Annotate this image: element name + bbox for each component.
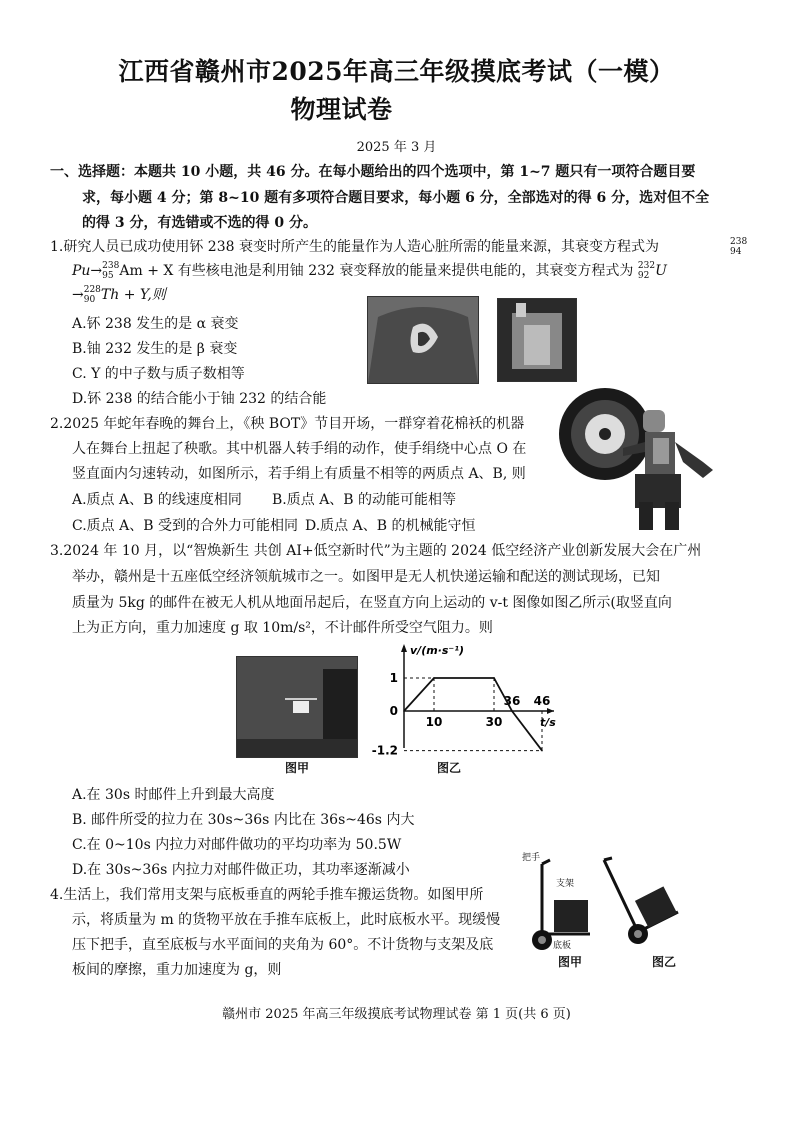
exam-title: 江西省赣州市2025年高三年级摸底考试（一模） bbox=[118, 57, 675, 86]
q2-stem-line2: 人在舞台上扭起了秧歌。其中机器人转手绢的动作，使手绢绕中心点 O 在 bbox=[72, 441, 527, 457]
q3-fig-b-caption: 图乙 bbox=[437, 761, 462, 775]
x-axis-arrow bbox=[547, 708, 554, 714]
vt-data-point bbox=[511, 710, 513, 712]
q4-stem-line3: 压下把手，直至底板与水平面间的夹角为 60°。不计货物与支架及底 bbox=[72, 937, 494, 953]
exam-subject: 物理试卷 bbox=[290, 95, 393, 124]
q4-stem-line1: 4.生活上，我们常用支架与底板垂直的两轮手推车搬运货物。如图甲所 bbox=[50, 887, 484, 903]
vt-data-point bbox=[403, 710, 405, 712]
section-instructions-line2: 求，每小题 4 分；第 8~10 题有多项符合题目要求，每小题 6 分，全部选对的得 6 分，选对但不全 bbox=[82, 190, 710, 206]
q2-robot-figure bbox=[553, 382, 718, 530]
q1-option-c: C. Y 的中子数与质子数相等 bbox=[72, 366, 245, 382]
q3-option-c: C.在 0~10s 内拉力对邮件做功的平均功率为 50.5W bbox=[72, 837, 402, 853]
q2-stem-line1: 2.2025 年蛇年春晚的舞台上，《秧 BOT》节目开场，一群穿着花棉袄的机器 bbox=[50, 416, 525, 432]
q3-option-a: A.在 30s 时邮件上升到最大高度 bbox=[72, 787, 275, 803]
q3-fig-a-caption: 图甲 bbox=[285, 761, 310, 775]
q2-option-c: C.质点 A、B 受到的合外力可能相同 bbox=[72, 518, 298, 534]
vt-data-point bbox=[541, 750, 543, 752]
q1-stem-line1: 1.研究人员已成功使用钚 238 衰变时所产生的能量作为人造心脏所需的能量来源，其衰变方程式为 bbox=[50, 239, 659, 255]
q1-pu-mass: 238 bbox=[730, 237, 748, 247]
page-footer: 赣州市 2025 年高三年级摸底考试物理试卷 第 1 页(共 6 页) bbox=[222, 1007, 571, 1022]
section-instructions-line3: 的得 3 分，有选错或不选的得 0 分。 bbox=[82, 215, 317, 231]
q1-u-symbol: U bbox=[655, 263, 667, 279]
q4-cart-figure-b bbox=[598, 852, 708, 952]
q3-vt-chart bbox=[368, 640, 568, 756]
q1-stem-line2-text: Am + X 有些核电池是利用铀 232 衰变释放的能量来提供电能的，其衰变方程式为 bbox=[119, 263, 634, 279]
q3-stem-line3: 质量为 5kg 的邮件在被无人机从地面吊起后，在竖直方向上运动的 v-t 图像如图乙所示(取竖直向 bbox=[72, 595, 672, 611]
q3-option-b: B. 邮件所受的拉力在 30s~36s 内比在 36s~46s 内大 bbox=[72, 812, 415, 828]
q3-option-d: D.在 30s~36s 内拉力对邮件做正功，其功率逐渐减小 bbox=[72, 862, 410, 878]
q1-pu-nuclide-numbers bbox=[730, 237, 747, 257]
q2-stem-line3: 竖直面内匀速转动，如图所示，若手绢上有质量不相等的两质点 A、B, 则 bbox=[72, 466, 526, 482]
x-axis-label: t/s bbox=[540, 716, 556, 729]
q1-option-b: B.铀 232 发生的是 β 衰变 bbox=[72, 341, 238, 357]
x-tick-label: 30 bbox=[485, 715, 503, 729]
q4-label-frame: 支架 bbox=[556, 879, 575, 889]
q4-stem-line2: 示，将质量为 m 的货物平放在手推车底板上，此时底板水平。现缓慢 bbox=[72, 912, 501, 928]
q1-option-d: D.钚 238 的结合能小于铀 232 的结合能 bbox=[72, 391, 327, 407]
x-tick-label: 36 bbox=[503, 694, 521, 708]
q2-option-d: D.质点 A、B 的机械能守恒 bbox=[305, 518, 476, 534]
q1-photo-battery-device bbox=[497, 298, 577, 382]
q3-stem-line2: 举办，赣州是十五座低空经济领航城市之一。如图甲是无人机快递运输和配送的测试现场，已知 bbox=[72, 569, 660, 585]
q4-fig-b-caption: 图乙 bbox=[652, 955, 677, 969]
x-tick-label: 10 bbox=[425, 715, 443, 729]
vt-data-point bbox=[493, 677, 495, 679]
vt-data-point bbox=[433, 677, 435, 679]
q3-photo-drone-site bbox=[236, 656, 358, 758]
q3-stem-line4: 上为正方向，重力加速度 g 取 10m/s²，不计邮件所受空气阻力。则 bbox=[72, 620, 493, 636]
y-tick-label: 1 bbox=[389, 671, 398, 685]
y-tick-label: 0 bbox=[389, 704, 398, 718]
q1-u-numbers: 232 92 bbox=[637, 261, 656, 281]
q2-option-a: A.质点 A、B 的线速度相同 bbox=[72, 492, 242, 508]
q1-pu-charge: 94 bbox=[730, 247, 742, 257]
q1-pu-symbol: Pu→ bbox=[72, 263, 103, 279]
q4-label-base: 底板 bbox=[553, 941, 572, 951]
q1-th-numbers: 228 90 bbox=[83, 285, 101, 305]
q3-stem-line1: 3.2024 年 10 月，以“智焕新生 共创 AI+低空新时代”为主题的 2024 低空经济产业创新发展大会在广州 bbox=[50, 543, 702, 559]
exam-date: 2025 年 3 月 bbox=[356, 140, 437, 155]
q1-am-numbers: 238 95 bbox=[102, 261, 120, 281]
q2-option-b: B.质点 A、B 的动能可能相等 bbox=[272, 492, 457, 508]
q4-fig-a-caption: 图甲 bbox=[558, 955, 583, 969]
q1-option-a: A.钚 238 发生的是 α 衰变 bbox=[72, 316, 239, 332]
x-tick-label: 46 bbox=[533, 694, 551, 708]
y-axis-label: v/(m·s⁻¹) bbox=[410, 644, 465, 657]
q1-photo-heart-device bbox=[367, 296, 479, 384]
q1-stem-line2 bbox=[72, 261, 667, 281]
q4-stem-line4: 板间的摩擦，重力加速度为 g，则 bbox=[72, 962, 282, 978]
q4-label-handle: 把手 bbox=[522, 853, 541, 863]
q1-stem-line3: → 228 90 Th + Y,则 bbox=[72, 285, 166, 305]
y-tick-label: -1.2 bbox=[371, 743, 398, 756]
y-axis-arrow bbox=[401, 644, 407, 652]
section-instructions-line1: 一、选择题：本题共 10 小题，共 46 分。在每小题给出的四个选项中，第 1~7 题只有一项符合题目要 bbox=[50, 164, 696, 180]
